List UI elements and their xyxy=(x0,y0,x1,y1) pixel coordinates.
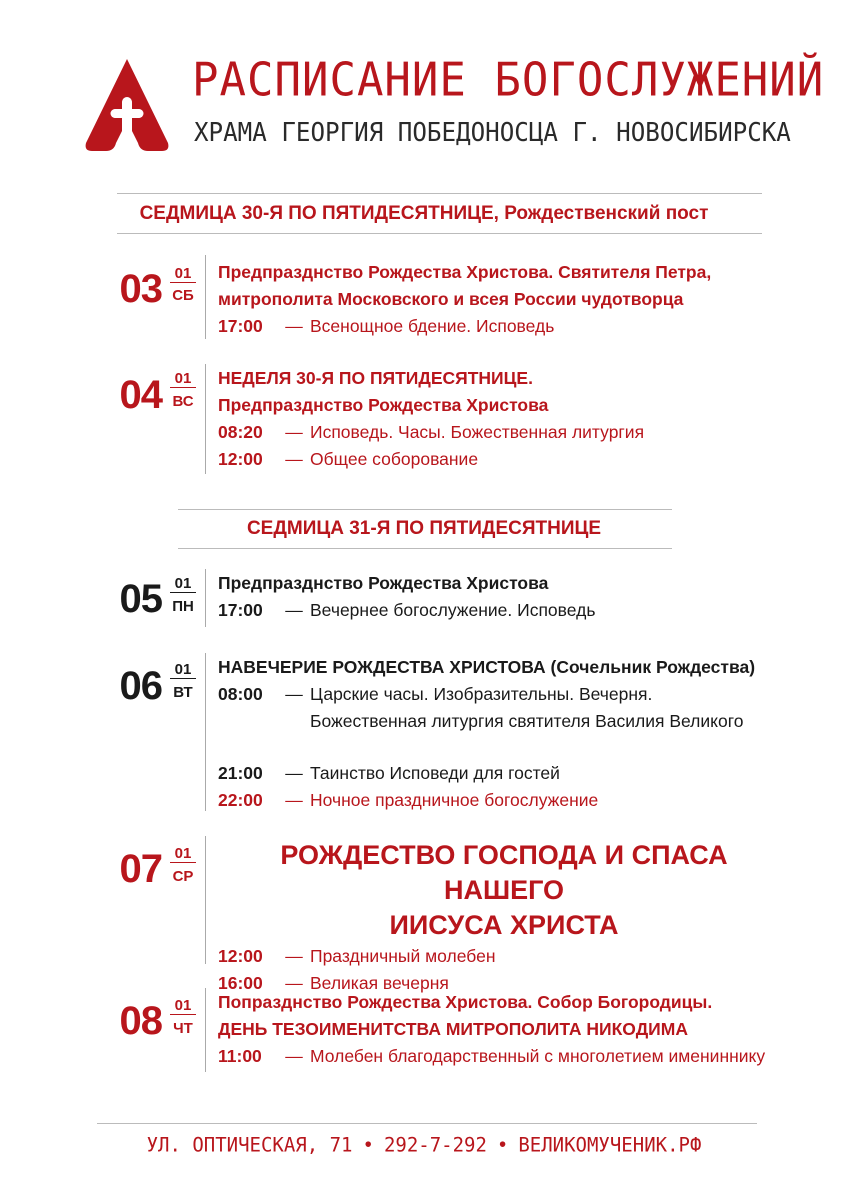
service-dash: — xyxy=(285,973,303,993)
day-separator xyxy=(205,255,206,339)
service-description: Ночное праздничное богослужение xyxy=(310,790,599,810)
service-description: Таинство Исповеди для гостей xyxy=(310,763,560,783)
service-description: Праздничный молебен xyxy=(310,946,496,966)
service-time: 08:20 xyxy=(218,422,263,442)
service-time: 12:00 xyxy=(218,449,263,469)
day-content xyxy=(218,365,828,473)
day-separator xyxy=(205,988,206,1072)
day-content xyxy=(218,838,828,997)
day-content xyxy=(218,654,828,814)
service-description: Молебен благодарственный с многолетием имениннику xyxy=(310,1046,766,1066)
service-dash: — xyxy=(285,763,303,783)
footer-divider xyxy=(97,1123,757,1124)
service-description: Общее соборование xyxy=(310,449,479,469)
weekday: СР xyxy=(172,868,194,885)
footer-website-link[interactable]: ВЕЛИКОМУЧЕНИК.РФ xyxy=(518,1133,702,1157)
service-time: 16:00 xyxy=(218,973,263,993)
service-time: 17:00 xyxy=(218,316,263,336)
divider xyxy=(178,509,672,510)
week-title: СЕДМИЦА 30-Я ПО ПЯТИДЕСЯТНИЦЕ, Рождественский пост xyxy=(139,203,709,224)
service-dash: — xyxy=(285,790,303,810)
feast-title: митрополита Московского и всея России чудотворца xyxy=(218,289,684,309)
service-dash: — xyxy=(285,1046,303,1066)
divider xyxy=(178,548,672,549)
service-row xyxy=(218,681,828,708)
service-time: 21:00 xyxy=(218,763,263,783)
week-title: СЕДМИЦА 31-Я ПО ПЯТИДЕСЯТНИЦЕ xyxy=(246,518,602,539)
month-number: 01 xyxy=(170,661,196,679)
service-row xyxy=(218,597,828,624)
feast-title: Предпразднство Рождества Христова xyxy=(218,395,549,415)
day-number: 05 xyxy=(119,577,162,621)
footer-separator: • xyxy=(362,1133,374,1157)
day-content xyxy=(218,989,828,1070)
service-row xyxy=(218,787,828,814)
day-number: 04 xyxy=(119,373,162,417)
service-dash: — xyxy=(285,316,303,336)
service-time: 08:00 xyxy=(218,684,263,704)
service-description: Божественная литургия святителя Василия Великого xyxy=(310,711,744,731)
day-separator xyxy=(205,836,206,964)
day-number: 08 xyxy=(119,999,162,1043)
month-number: 01 xyxy=(170,370,196,388)
day-separator xyxy=(205,653,206,811)
church-logo-icon xyxy=(84,57,170,153)
weekday: ЧТ xyxy=(173,1020,193,1037)
day-separator xyxy=(205,364,206,474)
service-dash: — xyxy=(285,600,303,620)
feast-title-major: РОЖДЕСТВО ГОСПОДА И СПАСА НАШЕГО xyxy=(280,840,728,905)
service-dash: — xyxy=(285,684,303,704)
service-dash: — xyxy=(285,946,303,966)
weekday: ВТ xyxy=(173,684,193,701)
weekday: ПН xyxy=(172,598,194,615)
page-subtitle: ХРАМА ГЕОРГИЯ ПОБЕДОНОСЦА Г. НОВОСИБИРСКА xyxy=(194,118,791,148)
feast-title: Предпразднство Рождества Христова. Святителя Петра, xyxy=(218,262,712,282)
month-number: 01 xyxy=(170,997,196,1015)
footer-separator: • xyxy=(496,1133,509,1157)
service-description: Великая вечерня xyxy=(310,973,449,993)
footer-phone[interactable]: 292-7-292 xyxy=(383,1133,487,1157)
feast-title: НЕДЕЛЯ 30-Я ПО ПЯТИДЕСЯТНИЦЕ. xyxy=(218,368,533,388)
divider xyxy=(117,193,762,194)
day-content xyxy=(218,259,828,340)
divider xyxy=(117,233,762,234)
service-dash: — xyxy=(285,422,303,442)
footer xyxy=(0,1134,848,1156)
page-title: РАСПИСАНИЕ БОГОСЛУЖЕНИЙ xyxy=(192,53,825,108)
day-content xyxy=(218,570,828,624)
service-row xyxy=(218,446,828,473)
day-number: 06 xyxy=(119,664,162,708)
day-separator xyxy=(205,569,206,627)
month-number: 01 xyxy=(170,265,196,283)
month-number: 01 xyxy=(170,845,196,863)
service-time: 17:00 xyxy=(218,600,263,620)
service-row xyxy=(218,943,828,970)
service-description: Всенощное бдение. Исповедь xyxy=(310,316,555,336)
service-time: 12:00 xyxy=(218,946,263,966)
day-number: 07 xyxy=(119,847,162,891)
service-row xyxy=(218,313,828,340)
month-number: 01 xyxy=(170,575,196,593)
feast-title: Предпразднство Рождества Христова xyxy=(218,573,549,593)
feast-title-major: ИИСУСА ХРИСТА xyxy=(389,910,619,940)
day-number: 03 xyxy=(119,267,162,311)
service-row xyxy=(218,1043,828,1070)
service-row xyxy=(218,760,828,787)
service-description: Вечернее богослужение. Исповедь xyxy=(310,600,596,620)
weekday: СБ xyxy=(172,287,194,304)
service-time: 22:00 xyxy=(218,790,263,810)
service-description: Царские часы. Изобразительны. Вечерня. xyxy=(310,684,653,704)
service-dash: — xyxy=(285,449,303,469)
service-row-continued xyxy=(218,708,828,735)
weekday: ВС xyxy=(172,393,194,410)
footer-address: УЛ. ОПТИЧЕСКАЯ, 71 xyxy=(146,1133,353,1157)
service-description: Исповедь. Часы. Божественная литургия xyxy=(310,422,645,442)
feast-title: Попразднство Рождества Христова. Собор Богородицы. xyxy=(218,992,713,1012)
feast-title: ДЕНЬ ТЕЗОИМЕНИТСТВА МИТРОПОЛИТА НИКОДИМА xyxy=(218,1019,688,1039)
feast-title: НАВЕЧЕРИЕ РОЖДЕСТВА ХРИСТОВА (Сочельник Рождества) xyxy=(218,657,756,677)
service-row xyxy=(218,419,828,446)
service-time: 11:00 xyxy=(218,1046,262,1066)
